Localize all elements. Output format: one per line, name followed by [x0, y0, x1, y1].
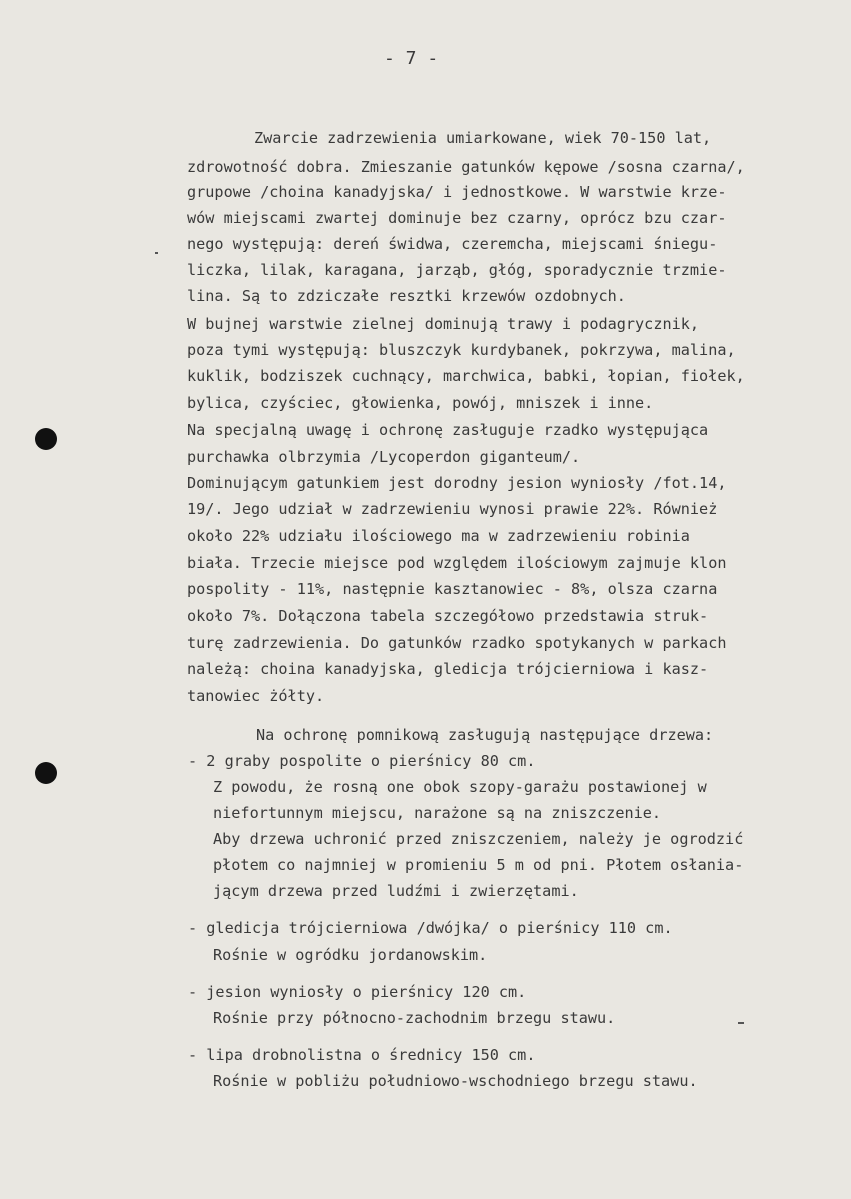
- paragraph2-line: Na ochronę pomnikową zasługują następujące drzewa:: [256, 726, 714, 744]
- page-number: - 7 -: [384, 48, 439, 69]
- paragraph2-line: - lipa drobnolistna o średnicy 150 cm.: [188, 1046, 536, 1064]
- paragraph2-line: Rośnie w pobliżu południowo-wschodniego brzegu stawu.: [213, 1072, 698, 1090]
- paragraph1-line: 19/. Jego udział w zadrzewieniu wynosi prawie 22%. Również: [187, 500, 718, 518]
- paragraph1-line: Dominującym gatunkiem jest dorodny jesion wyniosły /fot.14,: [187, 474, 727, 492]
- paragraph2-line: - 2 graby pospolite o pierśnicy 80 cm.: [188, 752, 536, 770]
- paragraph1-line: zdrowotność dobra. Zmieszanie gatunków kępowe /sosna czarna/,: [187, 158, 745, 176]
- paragraph1-line: tanowiec żółty.: [187, 687, 325, 705]
- paragraph2-line: jącym drzewa przed ludźmi i zwierzętami.: [213, 882, 579, 900]
- paragraph2-line: - gledicja trójcierniowa /dwójka/ o pierśnicy 110 cm.: [188, 919, 673, 937]
- binder-hole-bottom: [35, 762, 57, 784]
- paragraph1-line: poza tymi występują: bluszczyk kurdybanek, pokrzywa, malina,: [187, 341, 736, 359]
- paragraph1-line: liczka, lilak, karagana, jarząb, głóg, sporadycznie trzmie-: [187, 261, 727, 279]
- paragraph1-line: grupowe /choina kanadyjska/ i jednostkowe. W warstwie krze-: [187, 183, 727, 201]
- paragraph1-line: kuklik, bodziszek cuchnący, marchwica, babki, łopian, fiołek,: [187, 367, 745, 385]
- paragraph1-line: Zwarcie zadrzewienia umiarkowane, wiek 70-150 lat,: [254, 129, 712, 147]
- paragraph2-line: Rośnie przy północno-zachodnim brzegu stawu.: [213, 1009, 616, 1027]
- paragraph1-line: purchawka olbrzymia /Lycoperdon giganteum/.: [187, 448, 581, 466]
- binder-hole-top: [35, 428, 57, 450]
- paragraph1-line: około 7%. Dołączona tabela szczegółowo przedstawia struk-: [187, 607, 709, 625]
- paragraph2-line: niefortunnym miejscu, narażone są na zniszczenie.: [213, 804, 662, 822]
- paragraph1-line: należą: choina kanadyjska, gledicja trójcierniowa i kasz-: [187, 660, 709, 678]
- paragraph1-line: W bujnej warstwie zielnej dominują trawy i podagrycznik,: [187, 315, 700, 333]
- paragraph2-line: płotem co najmniej w promieniu 5 m od pni. Płotem osłania-: [213, 856, 744, 874]
- paragraph1-line: biała. Trzecie miejsce pod względem ilościowym zajmuje klon: [187, 554, 727, 572]
- paragraph1-line: lina. Są to zdziczałe resztki krzewów ozdobnych.: [187, 287, 626, 305]
- margin-mark: [738, 1022, 744, 1024]
- paragraph1-line: turę zadrzewienia. Do gatunków rzadko spotykanych w parkach: [187, 634, 727, 652]
- paragraph2-line: Aby drzewa uchronić przed zniszczeniem, należy je ogrodzić: [213, 830, 744, 848]
- paragraph1-line: pospolity - 11%, następnie kasztanowiec - 8%, olsza czarna: [187, 580, 718, 598]
- paragraph2-line: Z powodu, że rosną one obok szopy-garażu postawionej w: [213, 778, 707, 796]
- paragraph2-line: - jesion wyniosły o pierśnicy 120 cm.: [188, 983, 527, 1001]
- paragraph1-line: nego występują: dereń świdwa, czeremcha, miejscami śniegu-: [187, 235, 718, 253]
- paragraph1-line: około 22% udziału ilościowego ma w zadrzewieniu robinia: [187, 527, 690, 545]
- paragraph1-line: wów miejscami zwartej dominuje bez czarny, oprócz bzu czar-: [187, 209, 727, 227]
- paragraph2-line: Rośnie w ogródku jordanowskim.: [213, 946, 488, 964]
- margin-mark: [155, 252, 158, 254]
- paragraph1-line: bylica, czyściec, głowienka, powój, mniszek i inne.: [187, 394, 654, 412]
- paragraph1-line: Na specjalną uwagę i ochronę zasługuje rzadko występująca: [187, 421, 709, 439]
